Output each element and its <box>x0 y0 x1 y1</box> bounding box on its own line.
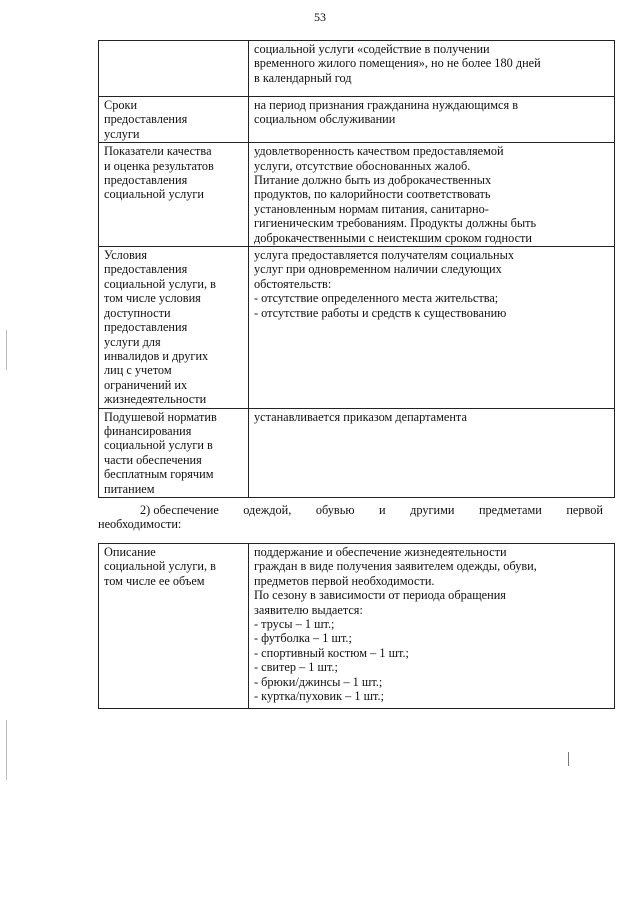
text-line: Питание должно быть из доброкачественных <box>254 173 492 188</box>
service-table-2 <box>98 543 615 709</box>
text-line: части обеспечения <box>104 452 202 467</box>
row-value-cell <box>249 247 615 408</box>
text-line: услуги для <box>104 334 161 349</box>
text-line: удовлетворенность качеством предоставляемой <box>254 144 504 159</box>
section-paragraph <box>98 503 603 532</box>
text-line: продуктов, по калорийности соответствовать <box>254 187 491 202</box>
text-line: граждан в виде получения заявителем одежды, обуви, <box>254 559 537 574</box>
table-row <box>99 41 615 97</box>
text-line: предоставления <box>104 262 188 277</box>
text-line: Сроки <box>104 98 138 112</box>
text-line: в календарный год <box>254 70 352 85</box>
text-line: гигиеническим требованиям. Продукты должны быть <box>254 216 537 231</box>
row-value-cell <box>249 41 615 97</box>
table-row <box>99 247 615 408</box>
paragraph-word: и <box>379 503 386 517</box>
row-label-cell <box>99 247 249 408</box>
row-value-cell <box>249 544 615 709</box>
row-label-cell <box>99 41 249 97</box>
text-line: питанием <box>104 481 155 496</box>
text-line: По сезону в зависимости от периода обращения <box>254 588 506 603</box>
text-line: - футболка – 1 шт.; <box>254 631 352 646</box>
table-row <box>99 143 615 247</box>
table-row <box>99 408 615 497</box>
text-line: жизнедеятельности <box>104 392 207 407</box>
text-line: социальной услуги, в <box>104 276 216 291</box>
page-number: 53 <box>314 10 326 24</box>
text-line: социальной услуги <box>104 187 204 202</box>
text-line: Подушевой норматив <box>104 409 217 424</box>
text-line: услуг при одновременном наличии следующих <box>254 262 502 277</box>
paragraph-word: предметами <box>478 503 542 517</box>
text-line: ограничений их <box>104 377 188 392</box>
text-line: том числе ее объем <box>104 573 205 588</box>
text-line: - отсутствие определенного места жительства; <box>254 291 499 306</box>
paragraph-word: обувью <box>315 503 355 517</box>
text-line: - трусы – 1 шт.; <box>254 617 335 632</box>
table-row <box>99 97 615 143</box>
text-line: - куртка/пуховик – 1 шт.; <box>254 689 384 704</box>
text-line: - отсутствие работы и средств к существованию <box>254 305 507 320</box>
text-line: социальной услуги в <box>104 438 213 453</box>
table-row <box>99 544 615 709</box>
paragraph-word: другими <box>410 503 455 517</box>
text-line: финансирования <box>104 423 192 438</box>
text-line: заявителю выдается: <box>254 602 363 617</box>
text-line: услуги, отсутствие обоснованных жалоб. <box>254 158 471 173</box>
scan-artifact-mark <box>568 752 569 766</box>
text-line: Условия <box>104 248 148 263</box>
row-label-cell <box>99 97 249 143</box>
row-value-cell <box>249 143 615 247</box>
text-line: лиц с учетом <box>104 363 172 378</box>
text-line: устанавливается приказом департамента <box>254 409 467 424</box>
text-line: установленным нормам питания, санитарно- <box>254 201 489 216</box>
scan-edge-mark <box>6 330 7 370</box>
row-label-cell <box>99 143 249 247</box>
text-line: - спортивный костюм – 1 шт.; <box>254 645 409 660</box>
text-line: социальной услуги «содействие в получении <box>254 42 490 56</box>
text-line: инвалидов и других <box>104 348 209 363</box>
paragraph-word: одеждой, <box>243 503 292 517</box>
text-line: на период признания гражданина нуждающимся в <box>254 98 519 112</box>
text-line: - брюки/джинсы – 1 шт.; <box>254 674 383 689</box>
paragraph-word: первой <box>566 503 603 517</box>
text-line: услуга предоставляется получателям социальных <box>254 248 514 263</box>
row-value-cell <box>249 408 615 497</box>
text-line: социальном обслуживании <box>254 112 396 127</box>
text-line: доброкачественными с неистекшим сроком годности <box>254 230 532 245</box>
row-label-cell <box>99 544 249 709</box>
text-line: предоставления <box>104 320 188 335</box>
text-line: обстоятельств: <box>254 276 332 291</box>
scan-edge-mark <box>6 720 7 780</box>
row-value-cell <box>249 97 615 143</box>
paragraph-line-2: необходимости: <box>98 517 182 532</box>
text-line: том числе условия <box>104 291 201 306</box>
text-line: бесплатным горячим <box>104 467 214 482</box>
text-line: социальной услуги, в <box>104 559 216 574</box>
text-line: предметов первой необходимости. <box>254 573 435 588</box>
text-line: Описание <box>104 545 156 559</box>
text-line: услуги <box>104 126 140 141</box>
paragraph-word: 2) обеспечение <box>140 503 219 517</box>
service-table-1 <box>98 40 615 498</box>
text-line: временного жилого помещения», но не более 180 дней <box>254 56 541 71</box>
text-line: - свитер – 1 шт.; <box>254 660 338 675</box>
text-line: поддержание и обеспечение жизнедеятельности <box>254 545 507 559</box>
row-label-cell <box>99 408 249 497</box>
text-line: доступности <box>104 305 171 320</box>
text-line: предоставления <box>104 112 188 127</box>
text-line: и оценка результатов <box>104 158 214 173</box>
paragraph-line-1 <box>98 503 603 517</box>
text-line: Показатели качества <box>104 144 212 159</box>
text-line: предоставления <box>104 173 188 188</box>
